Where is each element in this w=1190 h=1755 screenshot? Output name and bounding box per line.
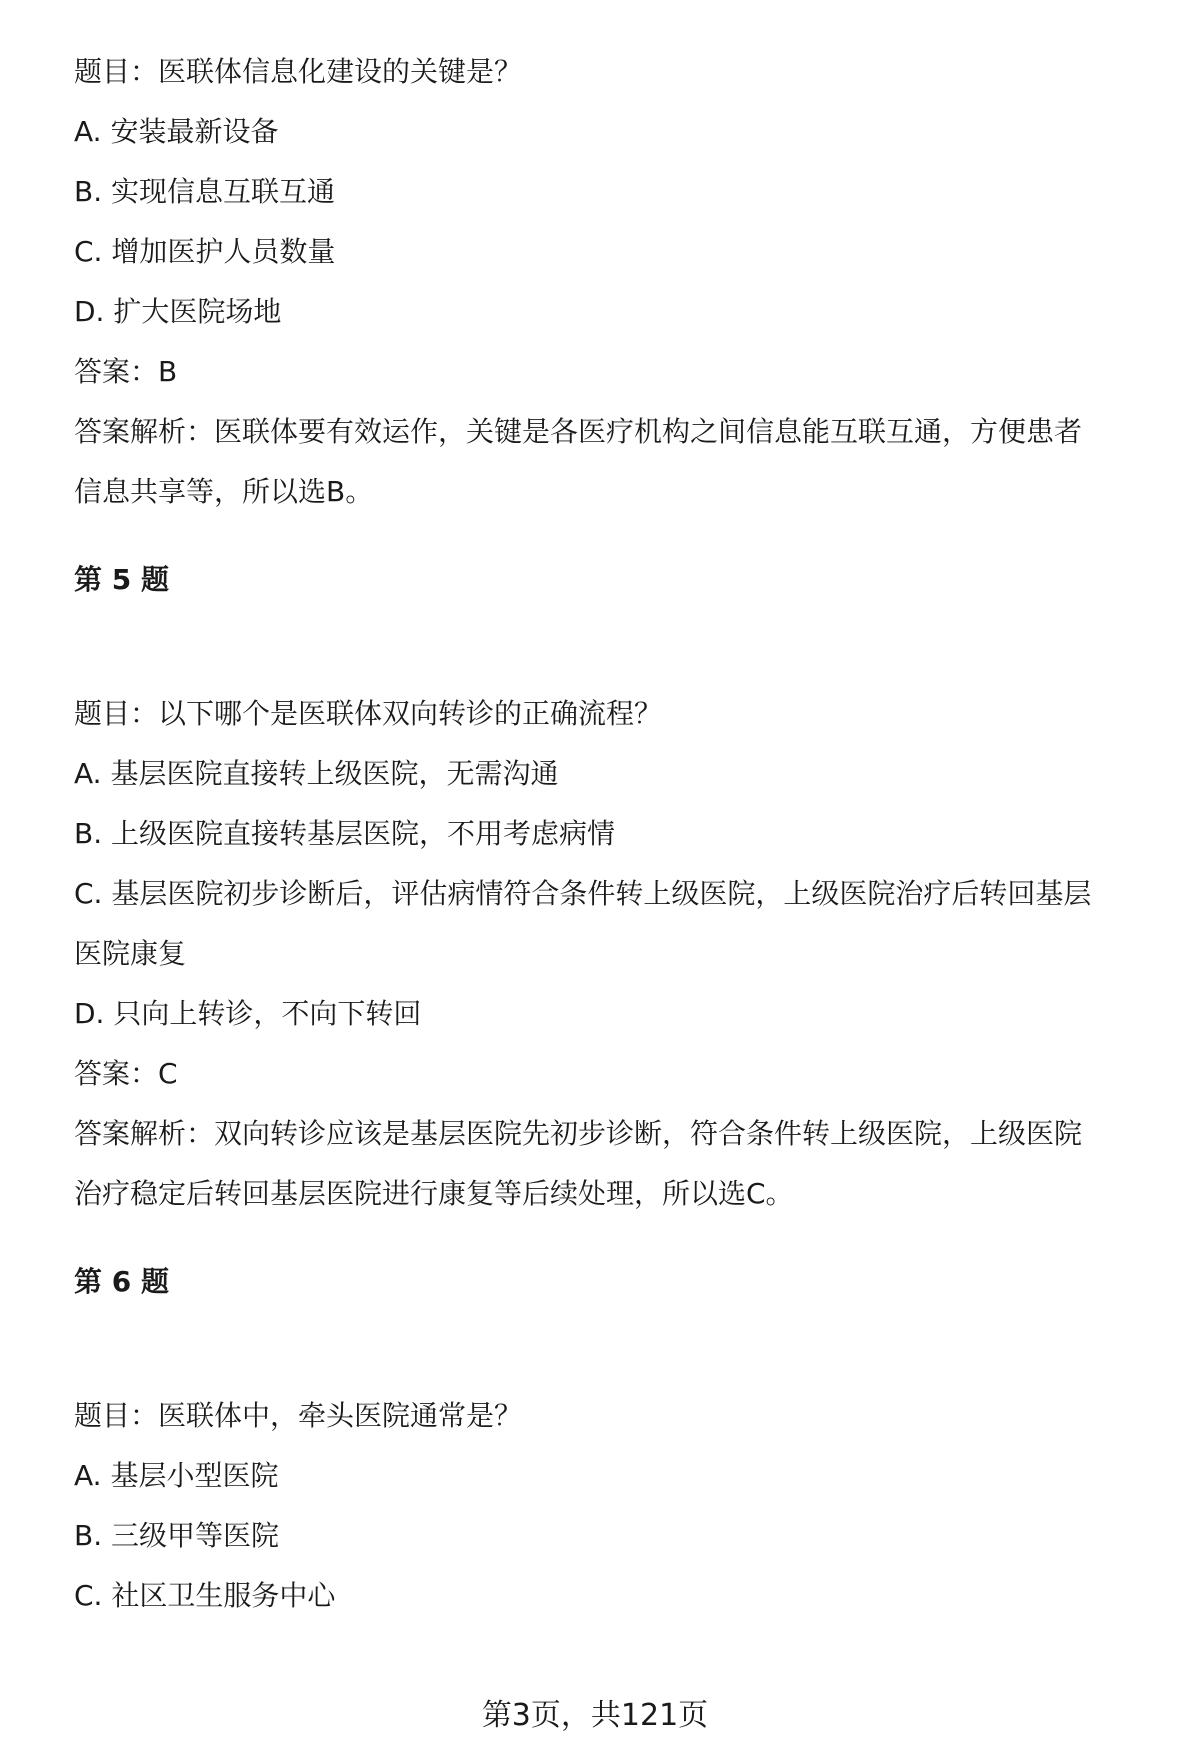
option-c: C. 社区卫生服务中心 (74, 1579, 336, 1612)
question-text: 题目：以下哪个是医联体双向转诊的正确流程？ (74, 697, 663, 730)
answer-text: 答案：C (74, 1057, 178, 1090)
option-c: C. 基层医院初步诊断后，评估病情符合条件转上级医院，上级医院治疗后转回基层 (74, 877, 1092, 910)
question-heading: 第 6 题 (74, 1265, 169, 1298)
option-a: A. 基层医院直接转上级医院，无需沟通 (74, 757, 559, 790)
option-a: A. 基层小型医院 (74, 1459, 279, 1492)
explanation-line: 信息共享等，所以选B。 (74, 475, 374, 508)
explanation-line: 答案解析：双向转诊应该是基层医院先初步诊断，符合条件转上级医院，上级医院 (74, 1117, 1083, 1150)
question-text: 题目：医联体信息化建设的关键是？ (74, 55, 523, 88)
option-b: B. 三级甲等医院 (74, 1519, 280, 1552)
question-heading: 第 5 题 (74, 563, 169, 596)
option-b: B. 实现信息互联互通 (74, 175, 336, 208)
explanation-line: 治疗稳定后转回基层医院进行康复等后续处理，所以选C。 (74, 1177, 794, 1210)
page-content (74, 42, 1174, 1626)
option-d: D. 扩大医院场地 (74, 295, 282, 328)
option-c-continued: 医院康复 (74, 937, 187, 970)
option-a: A. 安装最新设备 (74, 115, 279, 148)
option-b: B. 上级医院直接转基层医院，不用考虑病情 (74, 817, 616, 850)
question-text: 题目：医联体中，牵头医院通常是？ (74, 1399, 523, 1432)
option-d: D. 只向上转诊，不向下转回 (74, 997, 422, 1030)
answer-text: 答案：B (74, 355, 178, 388)
explanation-line: 答案解析：医联体要有效运作，关键是各医疗机构之间信息能互联互通，方便患者 (74, 415, 1083, 448)
option-c: C. 增加医护人员数量 (74, 235, 336, 268)
page-number-footer: 第3页，共121页 (481, 1698, 709, 1733)
